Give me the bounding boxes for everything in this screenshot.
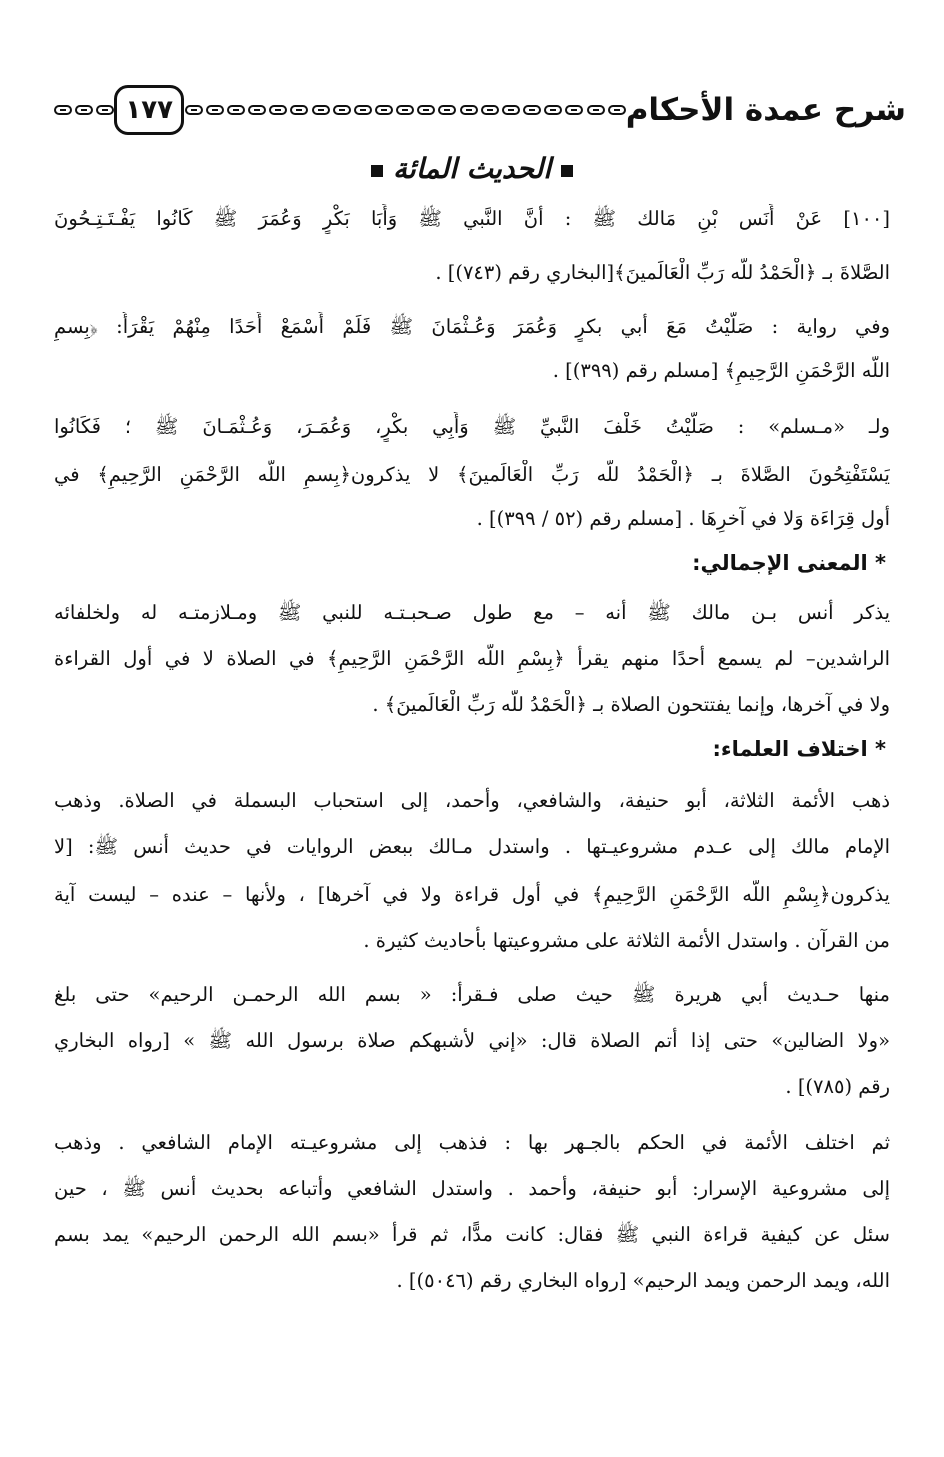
page-number: ١٧٧ — [114, 85, 185, 135]
header-ornament-long — [184, 105, 625, 115]
chain-ornament-icon — [312, 105, 330, 115]
text-line: ثم اختلف الأئمة في الحكم بالجـهر بها : فذهب إلى مشروعيـته الإمام الشافعي . وذهب — [54, 1131, 890, 1154]
chain-ornament-icon — [269, 105, 287, 115]
chain-ornament-icon — [481, 105, 499, 115]
text-line: من القرآن . واستدل الأئمة الثلاثة على مشروعيتها بأحاديث كثيرة . — [363, 929, 890, 952]
text-line: يذكر أنس بـن مالك ﷺ أنه – مع طول صـحبـتـه للنبي ﷺ ومـلازمتـه له ولخلفائه — [54, 601, 890, 624]
chain-ornament-icon — [608, 105, 626, 115]
chain-ornament-icon — [438, 105, 456, 115]
text-line: الراشدين– لم يسمع أحدًا منهم يقرأ ﴿بِسْمِ اللَّه الرَّحْمَنِ الرَّحِيمِ﴾ في الصلاة لا في أول القراءة — [54, 647, 890, 670]
text-line: الإمام مالك إلى عـدم مشروعيـتها . واستدل مـالك ببعض الروايات في حديث أنس ﷺ: [لا — [54, 835, 890, 858]
text-line: [١٠٠] عَنْ أَنَس بْنِ مَالك ﷺ : أنَّ النَّبي ﷺ وَأَبَا بَكْرٍ وَعُمَرَ ﷺ كَانُوا يَفْـتَـتِـحُونَ — [54, 207, 890, 230]
chain-ornament-icon — [54, 105, 72, 115]
hadith-heading-text: الحديث المائة — [393, 152, 551, 185]
section-heading-general-meaning: * المعنى الإجمالي: — [692, 551, 886, 575]
chain-ornament-icon — [417, 105, 435, 115]
text-line: منها حـديث أبي هريرة ﷺ حيث صلى فـقرأ: « بسم الله الرحمـن الرحيم» حتى بلغ — [54, 983, 890, 1006]
header-ornament-short — [40, 105, 114, 115]
chain-ornament-icon — [333, 105, 351, 115]
chain-ornament-icon — [396, 105, 414, 115]
text-line: الصَّلاةَ بـ ﴿الْحَمْدُ للَّه رَبِّ الْعَالَمينَ﴾[البخاري رقم (٧٤٣)] . — [435, 261, 890, 284]
text-line: سئل عن كيفية قراءة النبي ﷺ فقال: كانت مدًّا، ثم قرأ «بسم الله الرحمن الرحيم» يمد بسم — [54, 1223, 890, 1246]
chain-ornament-icon — [460, 105, 478, 115]
text-line: يذكرون﴿بِسْمِ اللَّه الرَّحْمَنِ الرَّحِيمِ﴾ في أول قراءة ولا في آخرها] ، ولأنها – عنده – ليست آية — [54, 883, 890, 906]
square-bullet-icon — [561, 165, 573, 177]
text-line: «ولا الضالين» حتى إذا أتم الصلاة قال: «إني لأشبهكم صلاة برسول الله ﷺ » [رواه البخاري — [54, 1029, 890, 1052]
text-line: ذهب الأئمة الثلاثة، أبو حنيفة، والشافعي، وأحمد، إلى استحباب البسملة في الصلاة. وذهب — [54, 789, 890, 812]
text-line: ولا في آخرها، وإنما يفتتحون الصلاة بـ ﴿الْحَمْدُ للَّه رَبِّ الْعَالَمينَ﴾ . — [372, 693, 890, 716]
chain-ornament-icon — [248, 105, 266, 115]
hadith-heading — [0, 152, 944, 185]
chain-ornament-icon — [523, 105, 541, 115]
chain-ornament-icon — [354, 105, 372, 115]
square-bullet-icon — [371, 165, 383, 177]
text-line: الله، ويمد الرحمن ويمد الرحيم» [رواه البخاري رقم (٥٠٤٦)] . — [396, 1269, 890, 1292]
text-line: إلى مشروعية الإسرار: أبو حنيفة، وأحمد . واستدل الشافعي وأتباعه بحديث أنس ﷺ ، حين — [54, 1177, 890, 1200]
chain-ornament-icon — [565, 105, 583, 115]
text-line: رقم (٧٨٥)] . — [785, 1075, 890, 1098]
section-heading-scholars-disagreement: * اختلاف العلماء: — [712, 737, 886, 761]
chain-ornament-icon — [75, 105, 93, 115]
chain-ornament-icon — [206, 105, 224, 115]
book-title: شرح عمدة الأحكام — [625, 92, 906, 128]
chain-ornament-icon — [502, 105, 520, 115]
chain-ornament-icon — [96, 105, 114, 115]
text-line: أول قِرَاءَة وَلا في آخرِهَا . [مسلم رقم (٥٢ / ٣٩٩)] . — [476, 507, 890, 530]
text-line: اللَّه الرَّحْمَنِ الرَّحِيمِ﴾ [مسلم رقم (٣٩٩)] . — [552, 359, 890, 382]
chain-ornament-icon — [185, 105, 203, 115]
running-header — [40, 82, 906, 138]
chain-ornament-icon — [290, 105, 308, 115]
text-line: يَسْتَفْتِحُونَ الصَّلاةَ بـ ﴿الْحَمْدُ للَّه رَبِّ الْعَالَمينَ﴾ لا يذكرون﴿بِسمِ اللَّه الرَّحْمَنِ الرَّحِيمِ﴾ في — [54, 463, 890, 486]
chain-ornament-icon — [587, 105, 605, 115]
text-line: ولـ «مـسلم» : صَلَّيْتُ خَلْفَ النَّبيِّ ﷺ وَأَبِي بكْرٍ، وَعُمَـرَ، وَعُـثْمَـانَ ﷺ ؛ فَكَانُوا — [54, 415, 890, 438]
chain-ornament-icon — [544, 105, 562, 115]
chain-ornament-icon — [227, 105, 245, 115]
text-line: وفي رواية : صَلَّيْتُ مَعَ أبي بكرٍ وَعُمَرَ وَعُـثْمَانَ ﷺ فَلَمْ أَسْمَعْ أَحَدًا مِنْهُمْ يَقْرَأُ: ﴿بِسمِ — [54, 315, 890, 338]
chain-ornament-icon — [375, 105, 393, 115]
